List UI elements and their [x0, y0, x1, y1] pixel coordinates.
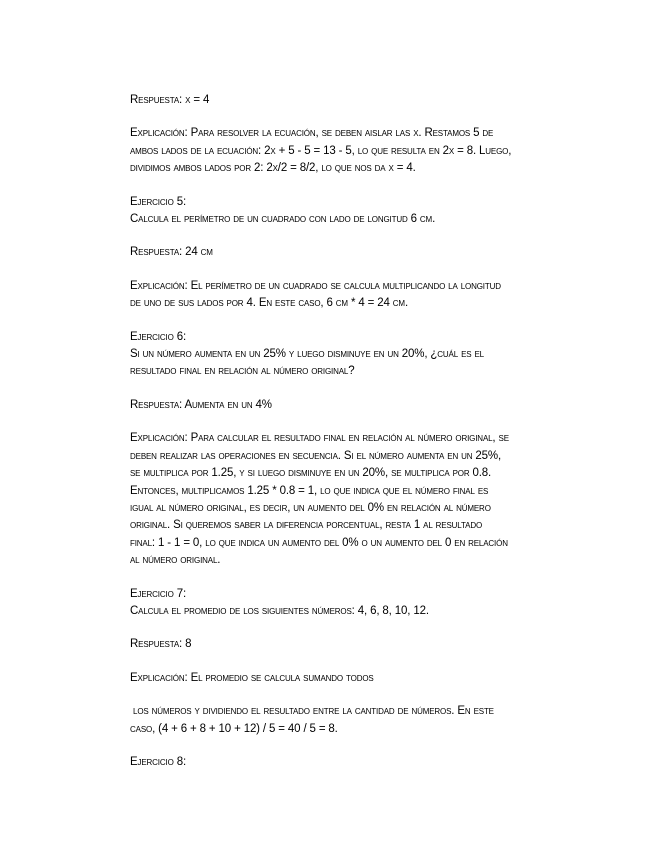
answer-paragraph: [130, 92, 570, 109]
text-line: Respuesta: x = 4: [130, 94, 210, 106]
explanation-paragraph: [130, 278, 570, 313]
text-line: final: 1 - 1 = 0, lo que indica un aumento del 0% o un aumento del 0 en relación: [130, 536, 508, 549]
explanation-paragraph: [130, 670, 570, 687]
text-line: Calcula el promedio de los siguientes números: 4, 6, 8, 10, 12.: [130, 604, 429, 617]
text-line: Respuesta: 24 cm: [130, 246, 213, 259]
answer-paragraph: [130, 397, 570, 414]
text-line: resultado final en relación al número original?: [130, 365, 355, 378]
text-line: Explicación: Para resolver la ecuación, se deben aislar las x. Restamos 5 de: [130, 127, 494, 140]
text-line: Respuesta: 8: [130, 638, 192, 651]
exercise-heading: Ejercicio 5:: [130, 195, 186, 208]
text-line: deben realizar las operaciones en secuencia. Si el número aumenta en un 25%,: [130, 449, 502, 462]
exercise-paragraph: [130, 194, 570, 229]
text-line: original. Si queremos saber la diferencia porcentual, resta 1 al resultado: [130, 519, 483, 532]
text-line: caso, (4 + 6 + 8 + 10 + 12) / 5 = 40 / 5 = 8.: [130, 722, 338, 735]
exercise-paragraph: [130, 754, 570, 771]
exercise-paragraph: [130, 586, 570, 621]
text-line: igual al número original, es decir, un aumento del 0% en relación al número: [130, 501, 491, 514]
text-line: se multiplica por 1.25, y si luego disminuye en un 20%, se multiplica por 0.8.: [130, 467, 492, 480]
text-line: dividimos ambos lados por 2: 2x/2 = 8/2, lo que nos da x = 4.: [130, 162, 416, 175]
text-line: Calcula el perímetro de un cuadrado con lado de longitud 6 cm.: [130, 213, 436, 226]
explanation-paragraph: [130, 125, 570, 177]
text-line: Explicación: El promedio se calcula sumando todos: [130, 671, 374, 684]
explanation-paragraph: [130, 430, 570, 569]
exercise-paragraph: [130, 329, 570, 381]
text-line: Explicación: Para calcular el resultado final en relación al número original, se: [130, 432, 509, 445]
exercise-heading: Ejercicio 8:: [130, 755, 186, 768]
text-line: Entonces, multiplicamos 1.25 * 0.8 = 1, lo que indica que el número final es: [130, 484, 489, 497]
text-line: al número original.: [130, 554, 221, 567]
explanation-continuation-paragraph: [130, 703, 570, 738]
text-line: de uno de sus lados por 4. En este caso, 6 cm * 4 = 24 cm.: [130, 297, 408, 310]
text-line: ambos lados de la ecuación: 2x + 5 - 5 = 13 - 5, lo que resulta en 2x = 8. Luego,: [130, 144, 512, 157]
document-body: [130, 92, 570, 787]
text-line: los números y dividiendo el resultado entre la cantidad de números. En este: [130, 705, 494, 718]
text-line: Si un número aumenta en un 25% y luego disminuye en un 20%, ¿cuál es el: [130, 348, 484, 361]
exercise-heading: Ejercicio 6:: [130, 330, 186, 343]
answer-paragraph: [130, 244, 570, 261]
text-line: Respuesta: Aumenta en un 4%: [130, 398, 272, 411]
exercise-heading: Ejercicio 7:: [130, 587, 186, 600]
text-line: Explicación: El perímetro de un cuadrado se calcula multiplicando la longitud: [130, 279, 501, 292]
answer-paragraph: [130, 636, 570, 653]
